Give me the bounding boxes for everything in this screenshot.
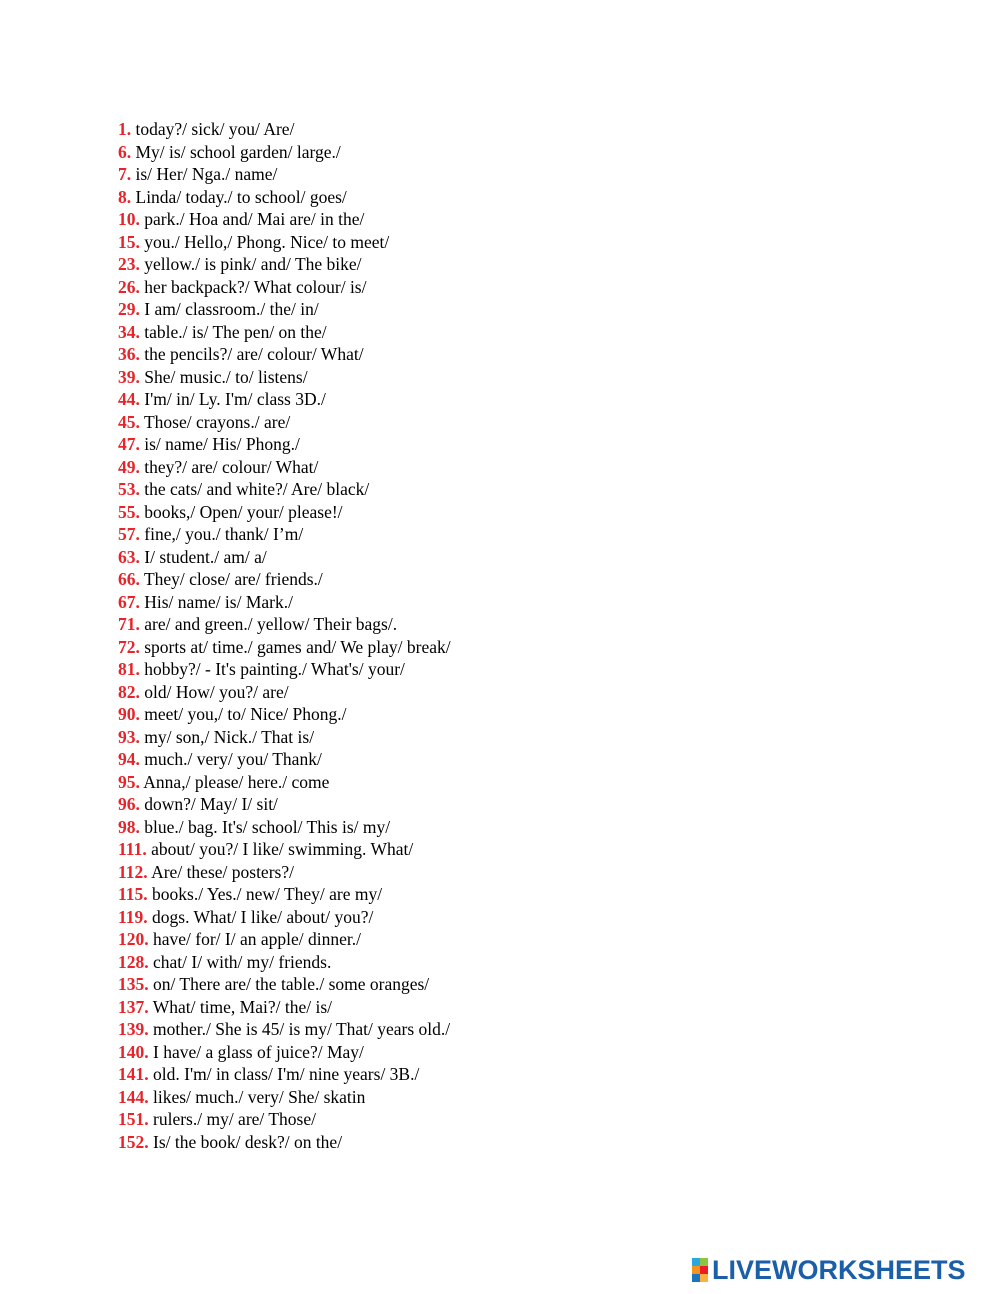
item-text: Linda/ today./ to school/ goes/ (135, 186, 347, 207)
list-item (118, 343, 451, 366)
item-text: meet/ you,/ to/ Nice/ Phong./ (144, 704, 347, 724)
list-item (118, 928, 451, 951)
item-number: 26. (118, 276, 140, 297)
list-item (118, 973, 451, 996)
list-item (118, 883, 451, 906)
list-item (118, 1108, 451, 1131)
item-number: 29. (118, 299, 140, 319)
list-item (118, 906, 451, 929)
item-number: 57. (118, 524, 140, 544)
item-number: 144. (118, 1086, 149, 1107)
item-number: 94. (118, 749, 140, 769)
item-number: 139. (118, 1019, 149, 1039)
item-number: 23. (118, 254, 140, 274)
list-item (118, 771, 451, 794)
item-text: They/ close/ are/ friends./ (143, 569, 323, 589)
list-item (118, 703, 451, 726)
list-item (118, 1086, 451, 1109)
list-item (118, 208, 451, 231)
item-text: you./ Hello,/ Phong. Nice/ to meet/ (144, 231, 390, 252)
item-text: about/ you?/ I like/ swimming. What/ (151, 839, 414, 859)
item-text: chat/ I/ with/ my/ friends. (153, 951, 332, 972)
list-item (118, 411, 451, 434)
item-number: 81. (118, 659, 140, 679)
item-text: What/ time, Mai?/ the/ is/ (152, 996, 333, 1017)
item-number: 128. (118, 951, 149, 972)
item-number: 71. (118, 614, 140, 634)
item-text: mother./ She is 45/ is my/ That/ years old./ (153, 1019, 451, 1039)
item-text: fine,/ you./ thank/ I’m/ (144, 524, 304, 544)
item-text: is/ Her/ Nga./ name/ (135, 164, 278, 184)
item-text: table./ is/ The pen/ on the/ (144, 321, 327, 342)
item-text: rulers./ my/ are/ Those/ (153, 1109, 316, 1129)
item-text: her backpack?/ What colour/ is/ (144, 276, 367, 297)
item-number: 45. (118, 411, 140, 432)
item-number: 39. (118, 366, 140, 387)
item-text: His/ name/ is/ Mark./ (144, 591, 293, 612)
list-item (118, 433, 451, 456)
logo-text: LIVEWORKSHEETS (712, 1255, 966, 1285)
list-item (118, 861, 451, 884)
item-text: dogs. What/ I like/ about/ you?/ (152, 906, 374, 927)
list-item (118, 501, 451, 524)
item-number: 152. (118, 1131, 149, 1152)
item-text: down?/ May/ I/ sit/ (144, 794, 278, 814)
item-number: 34. (118, 321, 140, 342)
item-text: old/ How/ you?/ are/ (144, 681, 289, 702)
item-number: 90. (118, 704, 140, 724)
item-number: 119. (118, 906, 148, 927)
item-number: 15. (118, 231, 140, 252)
item-number: 141. (118, 1064, 149, 1084)
list-item (118, 658, 451, 681)
list-item (118, 568, 451, 591)
item-number: 44. (118, 389, 140, 409)
item-text: likes/ much./ very/ She/ skatin (153, 1086, 366, 1107)
item-number: 115. (118, 884, 148, 904)
item-text: sports at/ time./ games and/ We play/ break/ (144, 636, 451, 657)
item-number: 1. (118, 119, 132, 139)
list-item (118, 523, 451, 546)
sentence-list (118, 118, 451, 1153)
item-number: 55. (118, 501, 140, 522)
list-item (118, 276, 451, 299)
item-number: 6. (118, 141, 132, 162)
item-text: my/ son,/ Nick./ That is/ (144, 726, 315, 747)
item-number: 111. (118, 839, 147, 859)
item-number: 135. (118, 974, 149, 994)
item-text: much./ very/ you/ Thank/ (144, 749, 322, 769)
item-text: the pencils?/ are/ colour/ What/ (144, 344, 364, 364)
item-number: 47. (118, 434, 140, 454)
list-item (118, 726, 451, 749)
item-number: 95. (118, 771, 140, 792)
item-number: 66. (118, 569, 140, 589)
item-number: 98. (118, 816, 140, 837)
list-item (118, 681, 451, 704)
item-number: 53. (118, 479, 140, 499)
item-text: today?/ sick/ you/ Are/ (135, 119, 295, 139)
item-number: 8. (118, 186, 132, 207)
item-number: 49. (118, 456, 140, 477)
list-item (118, 1063, 451, 1086)
item-text: Are/ these/ posters?/ (151, 861, 294, 882)
item-text: yellow./ is pink/ and/ The bike/ (144, 254, 362, 274)
item-number: 72. (118, 636, 140, 657)
list-item (118, 118, 451, 141)
list-item (118, 951, 451, 974)
item-text: I/ student./ am/ a/ (144, 546, 267, 567)
item-text: I'm/ in/ Ly. I'm/ class 3D./ (144, 389, 326, 409)
item-text: are/ and green./ yellow/ Their bags/. (144, 614, 398, 634)
item-number: 82. (118, 681, 140, 702)
list-item (118, 141, 451, 164)
item-text: have/ for/ I/ an apple/ dinner./ (153, 929, 361, 949)
list-item (118, 748, 451, 771)
item-text: the cats/ and white?/ Are/ black/ (144, 479, 370, 499)
list-item (118, 996, 451, 1019)
list-item (118, 388, 451, 411)
item-number: 7. (118, 164, 132, 184)
list-item (118, 793, 451, 816)
list-item (118, 1131, 451, 1154)
list-item (118, 253, 451, 276)
item-text: Is/ the book/ desk?/ on the/ (153, 1131, 343, 1152)
list-item (118, 546, 451, 569)
item-text: Anna,/ please/ here./ come (143, 771, 330, 792)
list-item (118, 366, 451, 389)
item-number: 120. (118, 929, 149, 949)
item-number: 63. (118, 546, 140, 567)
item-text: hobby?/ - It's painting./ What's/ your/ (144, 659, 405, 679)
list-item (118, 1018, 451, 1041)
item-text: blue./ bag. It's/ school/ This is/ my/ (144, 816, 391, 837)
item-number: 96. (118, 794, 140, 814)
list-item (118, 321, 451, 344)
item-number: 137. (118, 996, 149, 1017)
item-number: 10. (118, 209, 140, 229)
list-item (118, 163, 451, 186)
item-text: is/ name/ His/ Phong./ (144, 434, 300, 454)
item-text: I am/ classroom./ the/ in/ (144, 299, 319, 319)
item-text: I have/ a glass of juice?/ May/ (153, 1041, 364, 1062)
item-number: 151. (118, 1109, 149, 1129)
liveworksheets-logo (692, 1255, 966, 1285)
list-item (118, 231, 451, 254)
list-item (118, 636, 451, 659)
item-number: 140. (118, 1041, 149, 1062)
item-text: Those/ crayons./ are/ (143, 411, 291, 432)
list-item (118, 591, 451, 614)
item-text: books./ Yes./ new/ They/ are my/ (152, 884, 383, 904)
list-item (118, 838, 451, 861)
item-text: old. I'm/ in class/ I'm/ nine years/ 3B./ (153, 1064, 420, 1084)
list-item (118, 816, 451, 839)
item-number: 93. (118, 726, 140, 747)
item-text: on/ There are/ the table./ some oranges/ (153, 974, 430, 994)
item-text: books,/ Open/ your/ please!/ (144, 501, 343, 522)
list-item (118, 186, 451, 209)
item-number: 112. (118, 861, 148, 882)
list-item (118, 613, 451, 636)
list-item (118, 298, 451, 321)
item-text: My/ is/ school garden/ large./ (135, 141, 341, 162)
item-number: 67. (118, 591, 140, 612)
list-item (118, 456, 451, 479)
item-text: they?/ are/ colour/ What/ (144, 456, 319, 477)
list-item (118, 1041, 451, 1064)
list-item (118, 478, 451, 501)
liveworksheets-logo-icon (692, 1258, 708, 1282)
item-text: park./ Hoa and/ Mai are/ in the/ (144, 209, 365, 229)
item-number: 36. (118, 344, 140, 364)
item-text: She/ music./ to/ listens/ (144, 366, 308, 387)
